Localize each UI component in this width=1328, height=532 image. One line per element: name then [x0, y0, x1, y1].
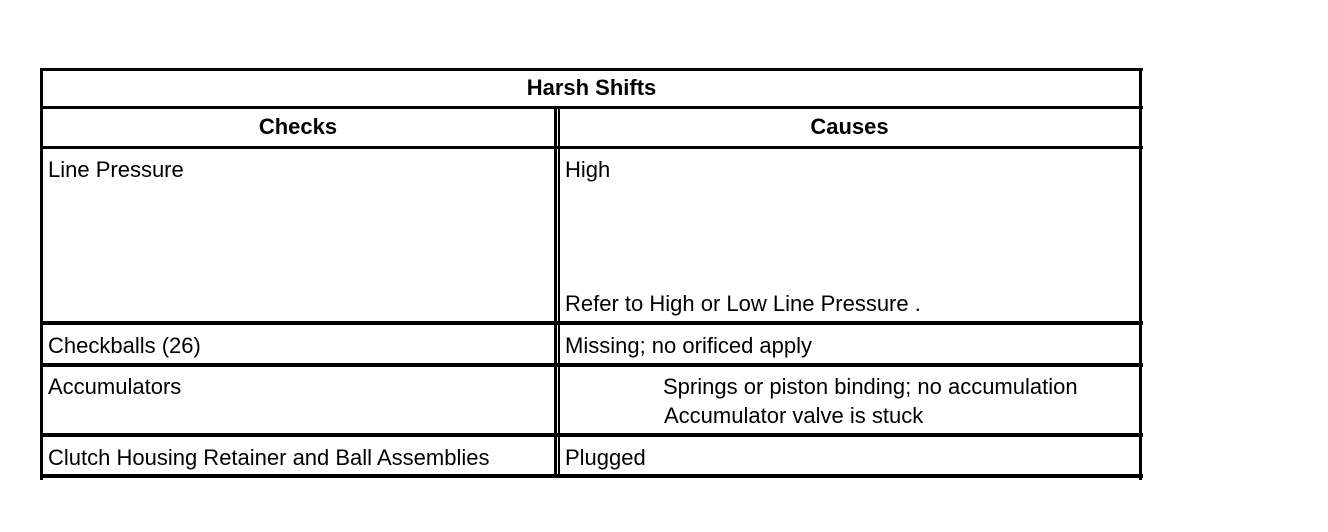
row-divider [40, 321, 1143, 325]
row-divider [40, 363, 1143, 367]
table-title: Harsh Shifts [526, 75, 657, 100]
row-divider [40, 433, 1143, 437]
table-border-top [40, 68, 1143, 71]
header-checks: Checks [258, 114, 338, 139]
cause-text: Plugged [565, 445, 646, 470]
cause-text: Springs or piston binding; no accumulation [663, 374, 1078, 399]
cause-text: Missing; no orificed apply [565, 333, 813, 358]
check-cell: Clutch Housing Retainer and Ball Assemblies [48, 445, 490, 470]
column-divider [558, 108, 560, 478]
table-border-bottom [40, 474, 1143, 478]
cause-text: Accumulator valve is stuck [664, 403, 924, 428]
check-cell: Checkballs (26) [48, 333, 201, 358]
title-divider [40, 106, 1143, 109]
check-cell: Accumulators [48, 374, 182, 399]
cause-text: Refer to High or Low Line Pressure . [565, 291, 921, 316]
harsh-shifts-table [40, 68, 1143, 480]
header-causes: Causes [810, 114, 889, 139]
header-divider [40, 146, 1143, 149]
column-divider [554, 108, 557, 478]
cause-text: High [565, 157, 611, 182]
check-cell: Line Pressure [48, 157, 184, 182]
